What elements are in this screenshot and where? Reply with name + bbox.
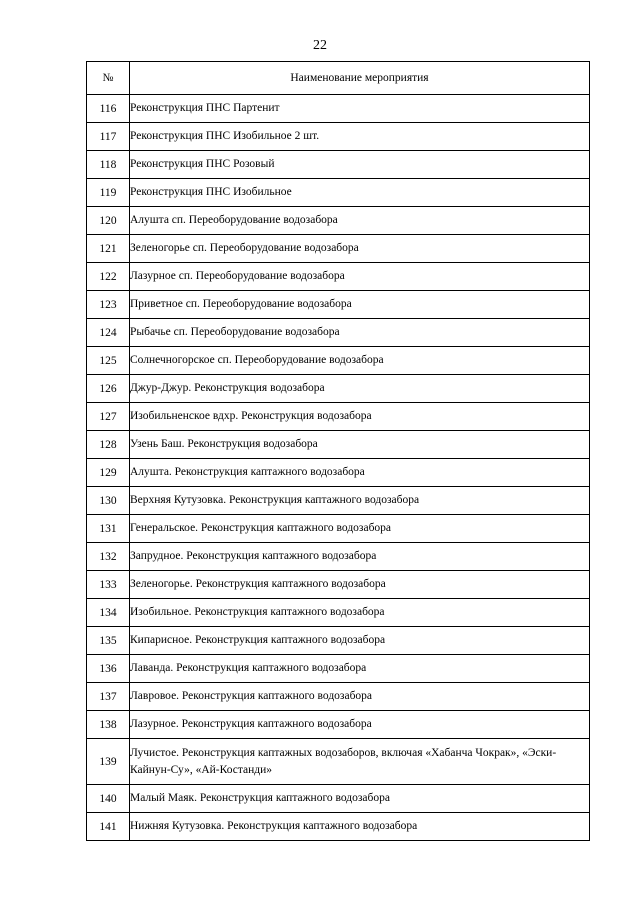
row-number: 122 (87, 263, 130, 291)
table-row (87, 683, 590, 711)
row-number: 121 (87, 235, 130, 263)
row-measure-name: Лучистое. Реконструкция каптажных водозаборов, включая «Хабанча Чокрак», «Эски-Кайнун-Су», «Ай-Костанди» (130, 739, 590, 785)
row-measure-name: Солнечногорское сп. Переоборудование водозабора (130, 347, 590, 375)
row-number: 128 (87, 431, 130, 459)
row-number: 138 (87, 711, 130, 739)
table-row (87, 123, 590, 151)
table-row (87, 627, 590, 655)
row-measure-name: Верхняя Кутузовка. Реконструкция каптажного водозабора (130, 487, 590, 515)
table-row (87, 151, 590, 179)
row-number: 137 (87, 683, 130, 711)
row-measure-name: Кипарисное. Реконструкция каптажного водозабора (130, 627, 590, 655)
row-number: 131 (87, 515, 130, 543)
row-measure-name: Зеленогорье. Реконструкция каптажного водозабора (130, 571, 590, 599)
row-number: 136 (87, 655, 130, 683)
table-row (87, 711, 590, 739)
row-measure-name: Запрудное. Реконструкция каптажного водозабора (130, 543, 590, 571)
row-number: 132 (87, 543, 130, 571)
row-number: 120 (87, 207, 130, 235)
row-number: 126 (87, 375, 130, 403)
row-number: 130 (87, 487, 130, 515)
row-measure-name: Лаванда. Реконструкция каптажного водозабора (130, 655, 590, 683)
row-number: 125 (87, 347, 130, 375)
header-measure-name: Наименование мероприятия (130, 62, 590, 95)
table-row (87, 431, 590, 459)
table-row (87, 403, 590, 431)
table-row (87, 459, 590, 487)
row-measure-name: Зеленогорье сп. Переоборудование водозабора (130, 235, 590, 263)
table-row (87, 571, 590, 599)
row-number: 141 (87, 813, 130, 841)
table-row (87, 291, 590, 319)
row-number: 124 (87, 319, 130, 347)
row-measure-name: Джур-Джур. Реконструкция водозабора (130, 375, 590, 403)
row-measure-name: Лавровое. Реконструкция каптажного водозабора (130, 683, 590, 711)
row-number: 139 (87, 739, 130, 785)
table-row (87, 347, 590, 375)
row-measure-name: Реконструкция ПНС Партенит (130, 95, 590, 123)
row-measure-name: Лазурное. Реконструкция каптажного водозабора (130, 711, 590, 739)
row-measure-name: Узень Баш. Реконструкция водозабора (130, 431, 590, 459)
table-row (87, 235, 590, 263)
row-measure-name: Малый Маяк. Реконструкция каптажного водозабора (130, 785, 590, 813)
table-row (87, 375, 590, 403)
row-measure-name: Изобильненское вдхр. Реконструкция водозабора (130, 403, 590, 431)
page-number: 22 (313, 38, 327, 53)
row-measure-name: Реконструкция ПНС Розовый (130, 151, 590, 179)
row-number: 129 (87, 459, 130, 487)
table-row (87, 739, 590, 785)
table-row (87, 515, 590, 543)
table-row (87, 813, 590, 841)
row-measure-name: Изобильное. Реконструкция каптажного водозабора (130, 599, 590, 627)
row-number: 133 (87, 571, 130, 599)
table-row (87, 319, 590, 347)
table-row (87, 95, 590, 123)
table-header-row (87, 62, 590, 95)
table-row (87, 263, 590, 291)
row-number: 119 (87, 179, 130, 207)
row-number: 134 (87, 599, 130, 627)
row-number: 116 (87, 95, 130, 123)
row-number: 135 (87, 627, 130, 655)
row-measure-name: Лазурное сп. Переоборудование водозабора (130, 263, 590, 291)
row-measure-name: Реконструкция ПНС Изобильное (130, 179, 590, 207)
row-number: 118 (87, 151, 130, 179)
row-measure-name: Реконструкция ПНС Изобильное 2 шт. (130, 123, 590, 151)
header-number: № (87, 62, 130, 95)
table-row (87, 655, 590, 683)
row-number: 140 (87, 785, 130, 813)
table-row (87, 207, 590, 235)
table-row (87, 785, 590, 813)
row-measure-name: Алушта. Реконструкция каптажного водозабора (130, 459, 590, 487)
row-number: 117 (87, 123, 130, 151)
row-measure-name: Рыбачье сп. Переоборудование водозабора (130, 319, 590, 347)
row-measure-name: Генеральское. Реконструкция каптажного водозабора (130, 515, 590, 543)
table-row (87, 179, 590, 207)
measures-table (86, 61, 590, 841)
row-measure-name: Приветное сп. Переоборудование водозабора (130, 291, 590, 319)
row-number: 127 (87, 403, 130, 431)
table-row (87, 543, 590, 571)
row-number: 123 (87, 291, 130, 319)
row-measure-name: Алушта сп. Переоборудование водозабора (130, 207, 590, 235)
table-row (87, 487, 590, 515)
row-measure-name: Нижняя Кутузовка. Реконструкция каптажного водозабора (130, 813, 590, 841)
table-row (87, 599, 590, 627)
